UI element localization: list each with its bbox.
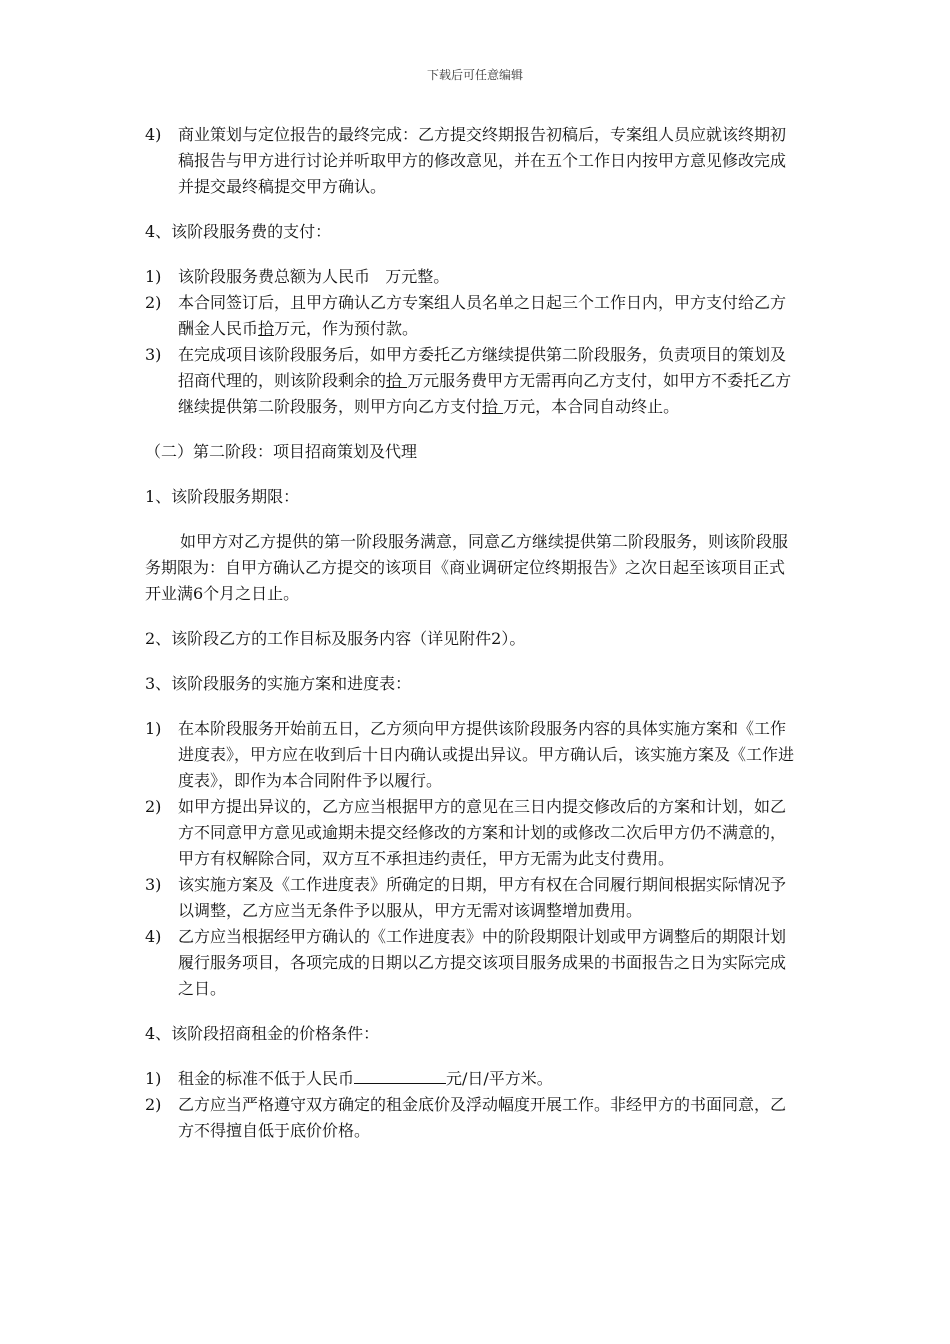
fill-in-blank[interactable] [354, 1069, 446, 1084]
item-number: 3) [145, 875, 162, 894]
text-segment: 该阶段服务费总额为人民币 [178, 267, 371, 286]
list-item [145, 1066, 800, 1092]
item-number: 2) [145, 293, 162, 312]
underlined-amount: 拾 [482, 397, 504, 416]
item-number: 3) [145, 345, 162, 364]
underlined-amount: 拾 [258, 319, 275, 338]
page-header: 下载后可任意编辑 [426, 68, 523, 82]
item-number: 4) [145, 927, 162, 946]
list-item [145, 872, 800, 924]
list-item [145, 264, 800, 290]
item-number: 1) [145, 267, 162, 286]
section-title: （二）第二阶段：项目招商策划及代理 [145, 442, 418, 461]
list-item [145, 1092, 800, 1144]
item-number: 1) [145, 719, 162, 738]
item-number: 2) [145, 1095, 162, 1114]
list-item [145, 342, 800, 420]
text-segment: 万元，本合同自动终止。 [503, 397, 680, 416]
section-heading: 1、该阶段服务期限： [145, 487, 300, 506]
section-heading: 4、该阶段服务费的支付： [145, 222, 332, 241]
item-text [178, 264, 800, 290]
text-segment: 在完成项目该阶段服务后，如甲方委托乙方继续提供第二阶段服务，负责项目的策划及招商代理的，则该阶段剩余的 [178, 345, 787, 390]
body-paragraph: 如甲方对乙方提供的第一阶段服务满意，同意乙方继续提供第二阶段服务，则该阶段服务期限为：自甲方确认乙方提交的该项目《商业调研定位终期报告》之次日起至该项目正式开业满6个月之日止。 [145, 532, 789, 603]
section-heading: 4、该阶段招商租金的价格条件： [145, 1024, 380, 1043]
document-body [145, 122, 800, 1144]
item-text: 商业策划与定位报告的最终完成：乙方提交终期报告初稿后，专案组人员应就该终期初稿报告与甲方进行讨论并听取甲方的修改意见，并在五个工作日内按甲方意见修改完成并提交最终稿提交甲方确认。 [178, 125, 787, 196]
section-heading: 2、该阶段乙方的工作目标及服务内容（详见附件2）。 [145, 629, 526, 648]
text-segment: 元/日/平方米。 [446, 1069, 553, 1088]
list-item [145, 122, 800, 200]
list-item [145, 716, 800, 794]
text-segment: 万元整。 [385, 267, 450, 286]
item-number: 2) [145, 797, 162, 816]
item-text: 该实施方案及《工作进度表》所确定的日期，甲方有权在合同履行期间根据实际情况予以调整，乙方应当无条件予以服从，甲方无需对该调整增加费用。 [178, 875, 787, 920]
item-text: 乙方应当根据经甲方确认的《工作进度表》中的阶段期限计划或甲方调整后的期限计划履行服务项目，各项完成的日期以乙方提交该项目服务成果的书面报告之日为实际完成之日。 [178, 927, 787, 998]
item-number: 1) [145, 1069, 162, 1088]
list-item [145, 924, 800, 1002]
list-item [145, 794, 800, 872]
text-segment: 万元服务费甲方无需再向乙方支付，如甲方不委托乙方继续提供第二阶段服务，则甲方向乙方支付 [178, 371, 792, 416]
underlined-amount: 拾 [386, 371, 408, 390]
item-text: 如甲方提出异议的，乙方应当根据甲方的意见在三日内提交修改后的方案和计划，如乙方不同意甲方意见或逾期未提交经修改的方案和计划的或修改二次后甲方仍不满意的，甲方有权解除合同，双方互不承担违约责任，甲方无需为此支付费用。 [178, 797, 787, 868]
item-text: 在本阶段服务开始前五日，乙方须向甲方提供该阶段服务内容的具体实施方案和《工作进度表》，甲方应在收到后十日内确认或提出异议。甲方确认后，该实施方案及《工作进度表》，即作为本合同附件予以履行。 [178, 719, 795, 790]
text-segment: 租金的标准不低于人民币 [178, 1069, 355, 1088]
item-text: 乙方应当严格遵守双方确定的租金底价及浮动幅度开展工作。非经甲方的书面同意，乙方不得擅自低于底价价格。 [178, 1095, 787, 1140]
text-segment: 本合同签订后，且甲方确认乙方专案组人员名单之日起三个工作日内，甲方支付给乙方酬金人民币 [178, 293, 787, 338]
section-heading: 3、该阶段服务的实施方案和进度表： [145, 674, 412, 693]
text-segment: 万元，作为预付款。 [274, 319, 419, 338]
item-text [178, 1066, 800, 1092]
item-number: 4) [145, 125, 162, 144]
item-text [178, 342, 800, 420]
item-text [178, 290, 800, 342]
list-item [145, 290, 800, 342]
